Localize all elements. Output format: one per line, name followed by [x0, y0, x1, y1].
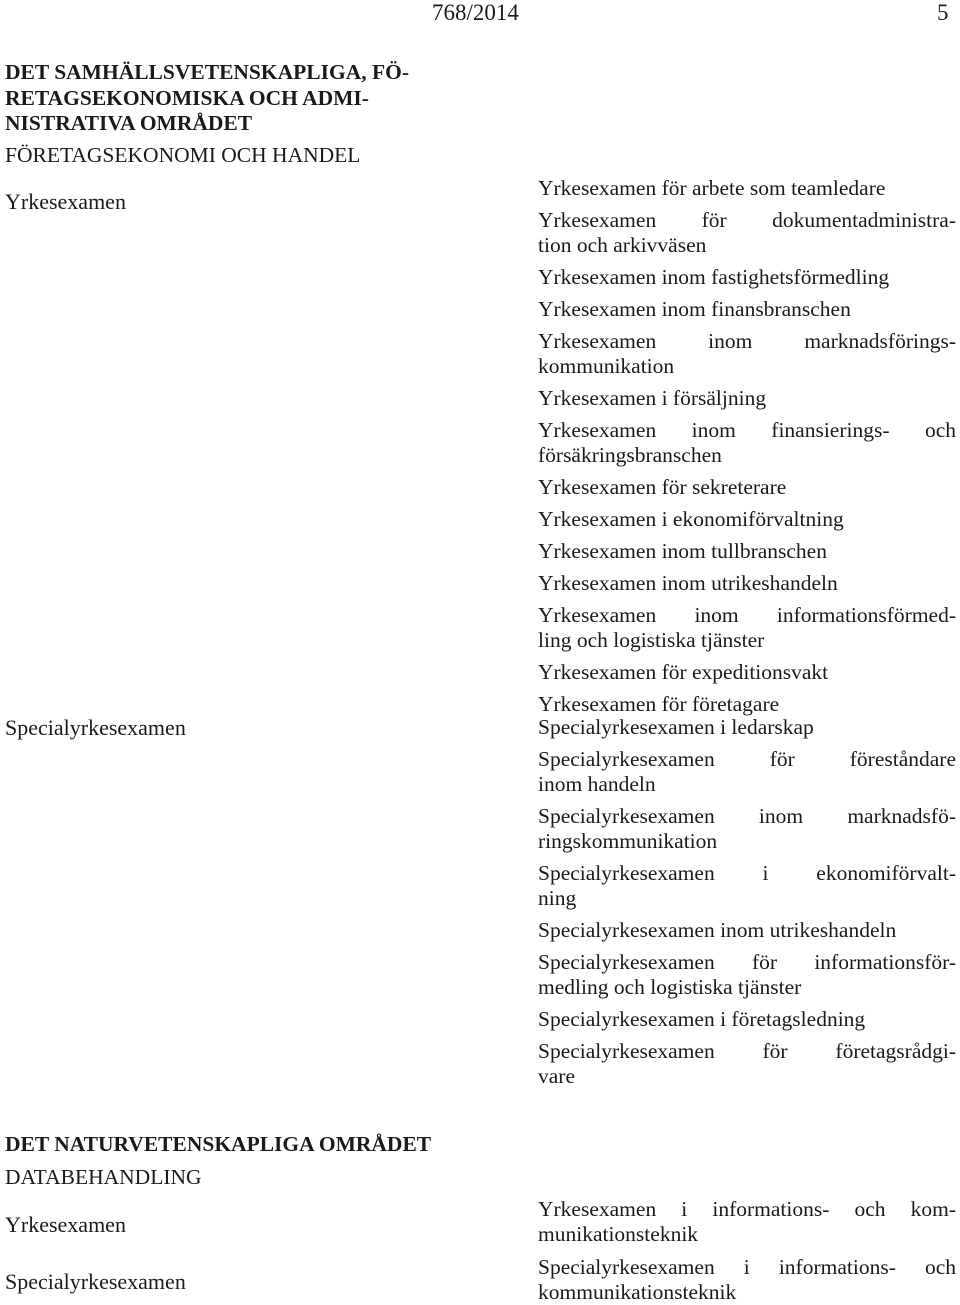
- list-item-line: Yrkesexamen inom marknadsförings-: [538, 329, 956, 353]
- list-item: [538, 475, 956, 500]
- list-item: [538, 660, 956, 685]
- list-item-line: ning: [538, 886, 577, 910]
- list-item-line: Specialyrkesexamen för föreståndare: [538, 747, 956, 771]
- section1-title-line-2: RETAGSEKONOMISKA OCH ADMI-: [5, 86, 369, 110]
- list-item: [538, 176, 956, 201]
- list-item-line: Yrkesexamen inom fastighetsförmedling: [538, 265, 890, 289]
- section1-subtitle: FÖRETAGSEKONOMI OCH HANDEL: [5, 143, 361, 167]
- section1-yrkes-label: Yrkesexamen: [5, 189, 126, 214]
- list-item-line: Specialyrkesexamen för företagsrådgi-: [538, 1039, 956, 1063]
- list-item-line: ringskommunikation: [538, 829, 718, 853]
- list-item-line: Yrkesexamen för dokumentadministra-: [538, 208, 956, 232]
- section2-yrkes-label: Yrkesexamen: [5, 1212, 126, 1237]
- section1-special-list: [538, 715, 956, 1096]
- section1-yrkes-list: [538, 176, 956, 724]
- list-item-line: Yrkesexamen inom informationsförmed-: [538, 603, 956, 627]
- list-item-line: Specialyrkesexamen i ledarskap: [538, 715, 814, 739]
- list-item: [538, 329, 956, 379]
- list-item: [538, 386, 956, 411]
- document-number: 768/2014: [432, 0, 519, 25]
- section2-title: DET NATURVETENSKAPLIGA OMRÅDET: [5, 1132, 432, 1156]
- list-item-line: kommunikation: [538, 354, 675, 378]
- section1-title-line-1: DET SAMHÄLLSVETENSKAPLIGA, FÖ-: [5, 60, 409, 84]
- list-item: [538, 603, 956, 653]
- section1-title-line-3: NISTRATIVA OMRÅDET: [5, 111, 253, 135]
- list-item: [538, 918, 956, 943]
- list-item: [538, 1255, 956, 1305]
- list-item-line: Yrkesexamen för sekreterare: [538, 475, 787, 499]
- list-item-line: Yrkesexamen inom finansierings- och: [538, 418, 956, 442]
- list-item-line: ling och logistiska tjänster: [538, 628, 765, 652]
- section2-special-list: [538, 1255, 956, 1305]
- list-item-line: Yrkesexamen i försäljning: [538, 386, 767, 410]
- list-item: [538, 861, 956, 911]
- list-item-line: Specialyrkesexamen för informationsför-: [538, 950, 956, 974]
- list-item-line: Yrkesexamen inom tullbranschen: [538, 539, 827, 563]
- list-item: [538, 692, 956, 717]
- list-item-line: Yrkesexamen i informations- och kom-: [538, 1197, 956, 1221]
- list-item-line: Specialyrkesexamen i informations- och: [538, 1255, 956, 1279]
- list-item-line: Specialyrkesexamen inom utrikeshandeln: [538, 918, 897, 942]
- section2-subtitle: DATABEHANDLING: [5, 1165, 202, 1189]
- list-item-line: Yrkesexamen inom finansbranschen: [538, 297, 851, 321]
- list-item-line: inom handeln: [538, 772, 656, 796]
- list-item-line: försäkringsbranschen: [538, 443, 722, 467]
- list-item: [538, 804, 956, 854]
- list-item-line: medling och logistiska tjänster: [538, 975, 802, 999]
- list-item: [538, 1039, 956, 1089]
- section1-special-label: Specialyrkesexamen: [5, 715, 186, 740]
- list-item-line: Specialyrkesexamen i företagsledning: [538, 1007, 866, 1031]
- list-item: [538, 1007, 956, 1032]
- list-item: [538, 507, 956, 532]
- list-item: [538, 571, 956, 596]
- list-item-line: munikationsteknik: [538, 1222, 699, 1246]
- list-item-line: Yrkesexamen för företagare: [538, 692, 780, 716]
- page-number: 5: [937, 0, 949, 25]
- list-item-line: kommunikationsteknik: [538, 1280, 737, 1304]
- list-item: [538, 297, 956, 322]
- list-item: [538, 208, 956, 258]
- list-item-line: Specialyrkesexamen i ekonomiförvalt-: [538, 861, 956, 885]
- section2-yrkes-list: [538, 1197, 956, 1247]
- list-item-line: Specialyrkesexamen inom marknadsfö-: [538, 804, 956, 828]
- list-item: [538, 715, 956, 740]
- list-item: [538, 950, 956, 1000]
- list-item: [538, 1197, 956, 1247]
- list-item-line: tion och arkivväsen: [538, 233, 707, 257]
- list-item: [538, 418, 956, 468]
- list-item: [538, 539, 956, 564]
- section2-special-label: Specialyrkesexamen: [5, 1269, 186, 1294]
- list-item-line: vare: [538, 1064, 575, 1088]
- list-item: [538, 747, 956, 797]
- list-item-line: Yrkesexamen för expeditionsvakt: [538, 660, 829, 684]
- list-item: [538, 265, 956, 290]
- list-item-line: Yrkesexamen i ekonomiförvaltning: [538, 507, 844, 531]
- list-item-line: Yrkesexamen för arbete som teamledare: [538, 176, 886, 200]
- list-item-line: Yrkesexamen inom utrikeshandeln: [538, 571, 838, 595]
